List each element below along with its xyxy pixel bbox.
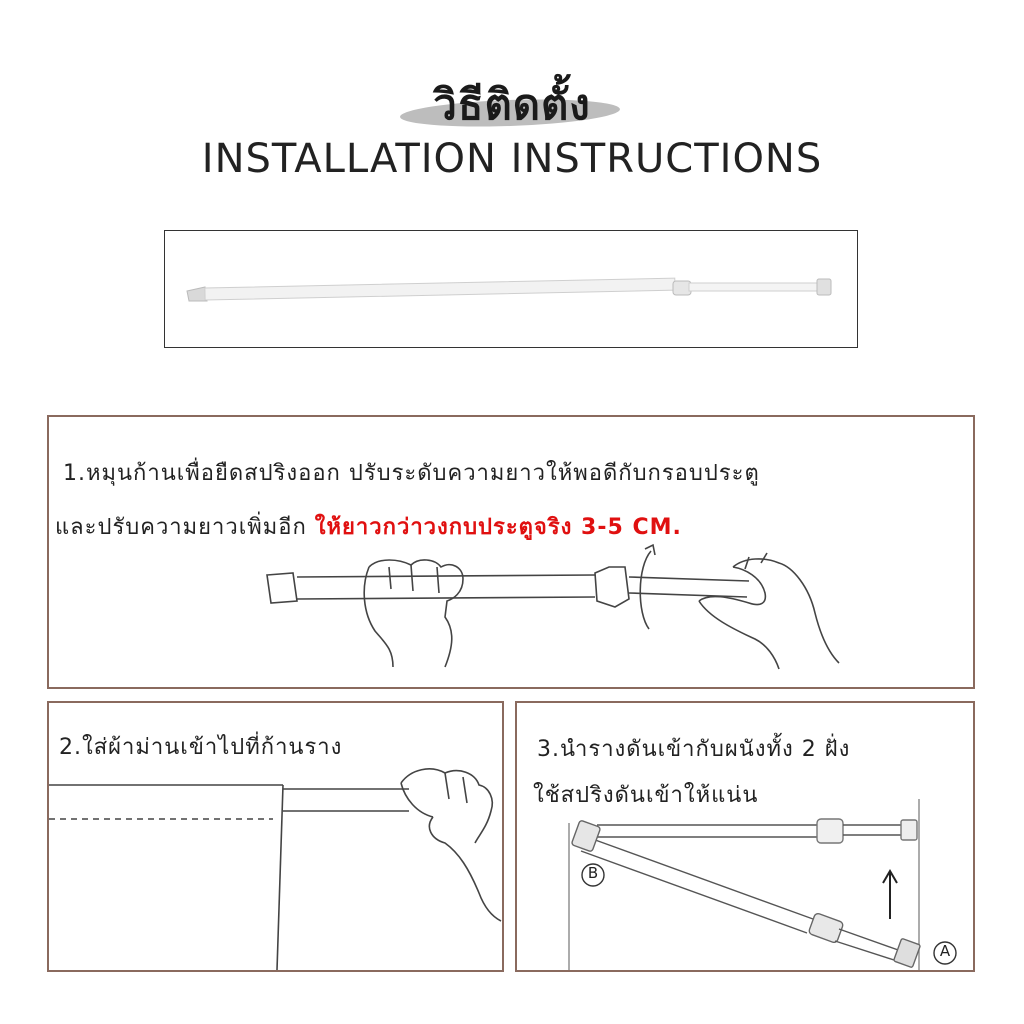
step-3-text-line1: 3.นำรางดันเข้ากับผนังทั้ง 2 ฝั่ง	[537, 737, 851, 762]
step-2-illustration	[49, 703, 502, 970]
step-1-text-line1: 1.หมุนก้านเพื่อยืดสปริงออก ปรับระดับความยาวให้พอดีกับกรอบประตู	[63, 461, 760, 486]
step-2-panel	[47, 701, 504, 972]
step-3-text-line2: ใช้สปริงดันเข้าให้แน่น	[533, 783, 759, 808]
page-title-thai: วิธีติดตั้ง	[433, 80, 591, 129]
marker-b-label: B	[587, 864, 599, 882]
step-1-text-plain: และปรับความยาวเพิ่มอีก	[55, 515, 315, 540]
page-title-english: INSTALLATION INSTRUCTIONS	[201, 136, 823, 182]
marker-a-label: A	[939, 942, 951, 960]
step-1-panel	[47, 415, 975, 689]
product-rod-illustration	[165, 231, 857, 347]
step-3-illustration	[517, 703, 973, 970]
product-image-frame	[164, 230, 858, 348]
step-1-illustration	[49, 417, 973, 687]
step-3-panel	[515, 701, 975, 972]
step-2-text: 2.ใส่ผ้าม่านเข้าไปที่ก้านราง	[59, 735, 343, 760]
step-1-text-highlight: ให้ยาวกว่าวงกบประตูจริง 3-5 CM.	[314, 515, 682, 540]
